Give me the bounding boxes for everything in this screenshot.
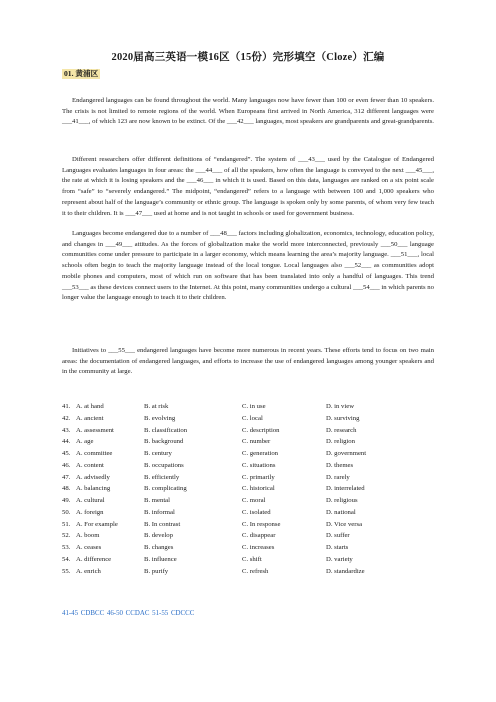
option-c: C. description <box>242 426 280 434</box>
question-number: 53. <box>62 544 71 551</box>
option-d: D. religious <box>326 497 358 504</box>
option-d: D. themes <box>326 461 354 469</box>
option-a: A. For example <box>76 520 118 528</box>
option-a: A. difference <box>76 555 112 563</box>
passage-paragraph-1: Endangered languages can be found throughout the world. Many languages now have fewer than 100 or even fewer than 10 speakers. The crisis is not limited to remote regions of the world. When Europeans first arrived in North America, 312 different languages were ___41___, of which 123 are now known to be extinct. Of the ___42___ languages, most speakers are grandparents and great-grandparents. <box>62 97 434 126</box>
question-number: 49. <box>62 497 71 504</box>
option-b: B. develop <box>144 532 173 540</box>
option-row <box>62 460 442 472</box>
option-row <box>62 542 442 554</box>
option-row <box>62 507 442 519</box>
option-a: A. enrich <box>76 567 101 575</box>
question-number: 44. <box>62 438 71 446</box>
section-label: 01. 黄浦区 <box>64 69 99 78</box>
option-row <box>62 519 442 531</box>
question-number: 46. <box>62 461 71 469</box>
question-number: 50. <box>62 508 71 516</box>
option-row <box>62 566 442 578</box>
option-d: D. research <box>326 426 357 434</box>
option-a: A. age <box>76 438 94 446</box>
option-d: D. starts <box>326 544 349 551</box>
passage-paragraph-4: Initiatives to ___55___ endangered languages have become more numerous in recent years. These efforts tend to focus on two main areas: the documentation of endangered languages, and efforts to increase the use of endangered languages among younger speakers and in the community at large. <box>62 347 434 376</box>
option-a: A. content <box>76 461 104 469</box>
option-c: C. In response <box>242 520 281 528</box>
option-a: A. advisedly <box>76 473 110 481</box>
question-number: 45. <box>62 450 71 457</box>
option-c: C. isolated <box>242 508 271 516</box>
option-b: B. In contrast <box>144 520 181 528</box>
option-d: D. suffer <box>326 532 350 540</box>
option-c: C. refresh <box>242 567 269 575</box>
option-d: D. standardize <box>326 567 365 575</box>
question-number: 52. <box>62 532 71 540</box>
option-row <box>62 483 442 495</box>
option-b: B. efficiently <box>144 473 180 481</box>
option-d: D. Vice versa <box>326 520 363 528</box>
answer-key: 41-45 CDBCC 46-50 CCDAC 51-55 CDCCC <box>62 610 195 617</box>
option-a: A. boom <box>76 532 100 540</box>
option-c: C. shift <box>242 555 262 563</box>
option-a: A. assessment <box>76 426 114 434</box>
option-row <box>62 425 442 437</box>
option-row <box>62 554 442 566</box>
option-a: A. committee <box>76 450 113 457</box>
option-c: C. number <box>242 438 271 446</box>
passage-paragraph-2: Different researchers offer different definitions of “endangered”. The system of ___43___ used by the Catalogue of Endangered Languages evaluates languages in four areas: the ___44___ of all the speakers, how often the language is conveyed to the next ___45___, the rate at which it is losing speakers and the ___46___ in which it is used. Based on this data, languages are ranked on a six point scale from “safe” to “severely endangered.” The midpoint, “endangered” refers to a language with between 100 and 1,000 speakers who represent about half of the language’s community or ethnic group. The language is spoken only by some parents, of whom very few teach it to their children. It is ___47___ used at home and is not taught in schools or used for government business. <box>62 156 434 217</box>
question-number: 47. <box>62 473 71 481</box>
question-number: 41. <box>62 403 71 410</box>
document-title: 2020届高三英语一模16区（15份）完形填空（Cloze）汇编 <box>111 52 385 63</box>
option-d: D. surviving <box>326 414 360 422</box>
option-b: B. occupations <box>144 461 184 469</box>
option-c: C. historical <box>242 485 275 493</box>
option-b: B. complicating <box>144 485 187 493</box>
option-c: C. disappear <box>242 532 276 540</box>
option-row <box>62 448 442 460</box>
option-b: B. evolving <box>144 414 176 422</box>
question-number: 43. <box>62 426 71 434</box>
question-number: 48. <box>62 485 71 493</box>
question-number: 51. <box>62 520 71 528</box>
option-b: B. influence <box>144 555 177 563</box>
option-a: A. cultural <box>76 497 105 504</box>
option-d: D. in view <box>326 403 355 410</box>
options-list <box>62 401 442 577</box>
option-b: B. purify <box>144 567 169 575</box>
option-row <box>62 472 442 484</box>
passage-paragraph-3: Languages become endangered due to a number of ___48___ factors including globalization, economics, technology, education policy, and changes in ___49___ attitudes. As the forces of globalization make the world more interconnected, previously ___50___ language communities come under pressure to participate in a larger economy, which means learning the area’s majority language. ___51___, local schools often begin to teach the majority language instead of the local tongue. Local languages also ___52___ as communities adopt mobile phones and computers, most of which run on software that has been translated into only a handful of languages. This trend ___53___ as these devices connect users to the Internet. At this point, many communities undergo a cultural ___54___ in which parents no longer value the language enough to teach it to their children. <box>62 230 434 302</box>
option-b: B. century <box>144 450 172 457</box>
option-row <box>62 436 442 448</box>
question-number: 55. <box>62 567 71 575</box>
option-d: D. religion <box>326 438 355 446</box>
option-a: A. at hand <box>76 403 104 410</box>
option-c: C. moral <box>242 497 266 504</box>
option-b: B. classification <box>144 426 188 434</box>
option-d: D. interrelated <box>326 485 365 493</box>
option-c: C. local <box>242 414 263 422</box>
option-a: A. foreign <box>76 508 104 516</box>
question-number: 54. <box>62 555 71 563</box>
option-c: C. situations <box>242 461 276 469</box>
option-b: B. mental <box>144 497 171 504</box>
option-b: B. at risk <box>144 403 169 410</box>
option-d: D. government <box>326 450 367 457</box>
option-a: A. ancient <box>76 414 104 422</box>
option-b: B. changes <box>144 544 174 551</box>
option-d: D. national <box>326 508 356 516</box>
option-d: D. variety <box>326 555 353 563</box>
option-a: A. balancing <box>76 485 111 493</box>
option-row <box>62 413 442 425</box>
option-c: C. in use <box>242 403 266 410</box>
option-c: C. primarily <box>242 473 275 481</box>
option-c: C. generation <box>242 450 279 457</box>
option-row <box>62 401 442 413</box>
option-c: C. increases <box>242 544 275 551</box>
question-number: 42. <box>62 414 71 422</box>
option-row <box>62 495 442 507</box>
option-a: A. ceases <box>76 544 102 551</box>
option-d: D. rarely <box>326 473 350 481</box>
option-b: B. background <box>144 438 184 446</box>
option-b: B. informal <box>144 508 175 516</box>
option-row <box>62 530 442 542</box>
